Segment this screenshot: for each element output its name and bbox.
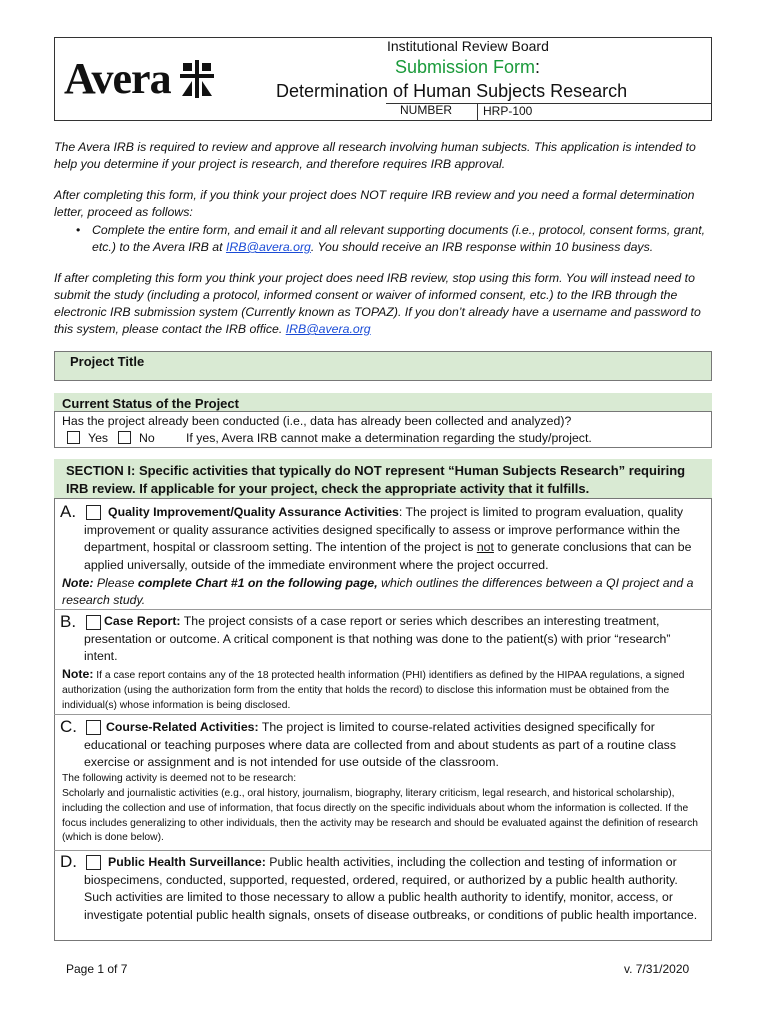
item-a-note-post: which outlines the differences between a QI project and a research study. [62,576,694,607]
bullet-text [92,222,712,256]
item-d-letter: D. [60,852,77,871]
intro-paragraph-1: The Avera IRB is required to review and approve all research involving human subjects. This application is intended to help you determine if your project is research, and therefore requires IRB approval. [54,140,696,171]
item-a-not: not [476,540,494,554]
number-separator [477,103,478,121]
version-date: v. 7/31/2020 [624,962,690,976]
irb-email-link[interactable]: IRB@avera.org [225,240,311,254]
irb-email-link-2[interactable]: IRB@avera.org [285,322,371,336]
item-a-note-bold: complete Chart #1 on the following page, [137,576,378,590]
yes-checkbox[interactable] [67,431,80,444]
item-c-letter: C. [60,717,77,736]
current-status-question: Has the project already been conducted (i.e., data has already been collected and analyzed)? [62,414,572,428]
form-number: HRP-100 [483,104,533,118]
form-title: Determination of Human Subjects Research [276,81,628,101]
bullet-dot: • [76,223,81,237]
bullet-pre: Complete the entire form, and email it and all relevant supporting documents (i.e., protocol, consent forms, grant, etc.) to the Avera IRB at [92,223,706,254]
intro-paragraph-3 [54,270,714,338]
item-b-note-label: Note: [62,667,94,681]
no-label: No [139,431,155,445]
item-a-note-pre: Please [93,576,138,590]
item-a-note [62,575,708,609]
item-b-letter: B. [60,612,77,631]
item-c-fine-2: Scholarly and journalistic activities (e.g., oral history, journalism, biography, literary criticism, legal research, and historical scholarship), including the collection and use of information, that focus directly on the specific individuals about whom the information is collected. If the focus includes generalizing to other individuals, then the activity may be research and should be evaluated against the definition of research (which is done below). [62,788,698,844]
row-divider [54,850,712,851]
board-name: Institutional Review Board [387,38,549,54]
intro-paragraph-2: After completing this form, if you think your project does NOT require IRB review and you need a formal determination letter, proceed as follows: [54,188,695,219]
row-divider [54,714,712,715]
section-1-title: SECTION I: Specific activities that typically do NOT represent “Human Subjects Research” requiring IRB review. If applicable for your project, check the appropriate activity that it fulfills. [66,463,686,496]
item-b-body: The project consists of a case report or series which describes an interesting treatment, presentation or outcome. A critical component is that nothing was done to the patient(s) with prior “research” intent. [84,614,671,663]
item-a-body: : The project is limited to program evaluation, quality improvement or quality assurance activities designed specifically to assess or improve performance within the department, hospital or classroom setting. The intention of the project is [84,505,684,554]
avera-cross-icon [180,60,214,98]
item-d-text [84,854,706,924]
row-divider [54,609,712,610]
item-a-label: Quality Improvement/Quality Assurance Activities [108,505,399,519]
submission-text: Submission Form [395,57,536,77]
project-title-label: Project Title [70,354,145,369]
item-a-note-label: Note: [62,576,94,590]
item-b-note-text: If a case report contains any of the 18 protected health information (PHI) identifiers as defined by the HIPAA regulations, a signed authorization (using the authorization form from the entity that holds the record) to disclose this information must be obtained from the individual(s) whose information is being disclosed. [62,670,685,711]
no-checkbox[interactable] [118,431,131,444]
submission-colon: : [535,57,541,77]
number-label: NUMBER [400,103,453,117]
yes-label: Yes [88,431,109,445]
item-d-body: Public health activities, including the collection and testing of information or biospecimens, conducted, supported, requested, ordered, required, or authorized by a public health authority. Such activities are limited to those necessary to allow a public health authority to identify, monitor, access, or investigate potential public health signals, onsets of disease outbreaks, or conditions of public health importance. [84,855,698,922]
item-b-text [84,613,706,666]
item-a-letter: A. [60,502,77,521]
p3-text: If after completing this form you think your project does need IRB review, stop using this form. You will instead need to submit the study (including a protocol, informed consent or waiver of informed consent, etc.) to the IRB through the electronic IRB submission system (Currently known as TOPAZ). If you don’t already have a username and password to this system, please contact the IRB office. [54,271,701,336]
logo-wordmark: Avera [64,54,171,103]
page-number: Page 1 of 7 [66,962,128,976]
item-a-text [84,504,706,574]
status-note: If yes, Avera IRB cannot make a determination regarding the study/project. [186,431,592,445]
project-title-field[interactable] [54,351,712,381]
item-b-label: Case Report: [104,614,181,628]
bullet-post: . You should receive an IRB response within 10 business days. [310,240,654,254]
item-c-fine-1: The following activity is deemed not to be research: [62,773,297,784]
item-c-body: The project is limited to course-related activities designed specifically for educational or teaching purposes where data are collected from and about students as part of a routine class exercise or assignment and is not intended for use outside of the classroom. [84,720,676,769]
form-type [395,57,540,78]
item-c-text [84,719,706,772]
item-b-note [62,667,708,713]
item-c-label: Course-Related Activities: [106,720,259,734]
item-a-body-2: to generate conclusions that can be applied universally, outside of the immediate environment where the project occurred. [84,540,692,572]
item-d-label: Public Health Surveillance: [108,855,266,869]
current-status-label: Current Status of the Project [62,396,239,411]
